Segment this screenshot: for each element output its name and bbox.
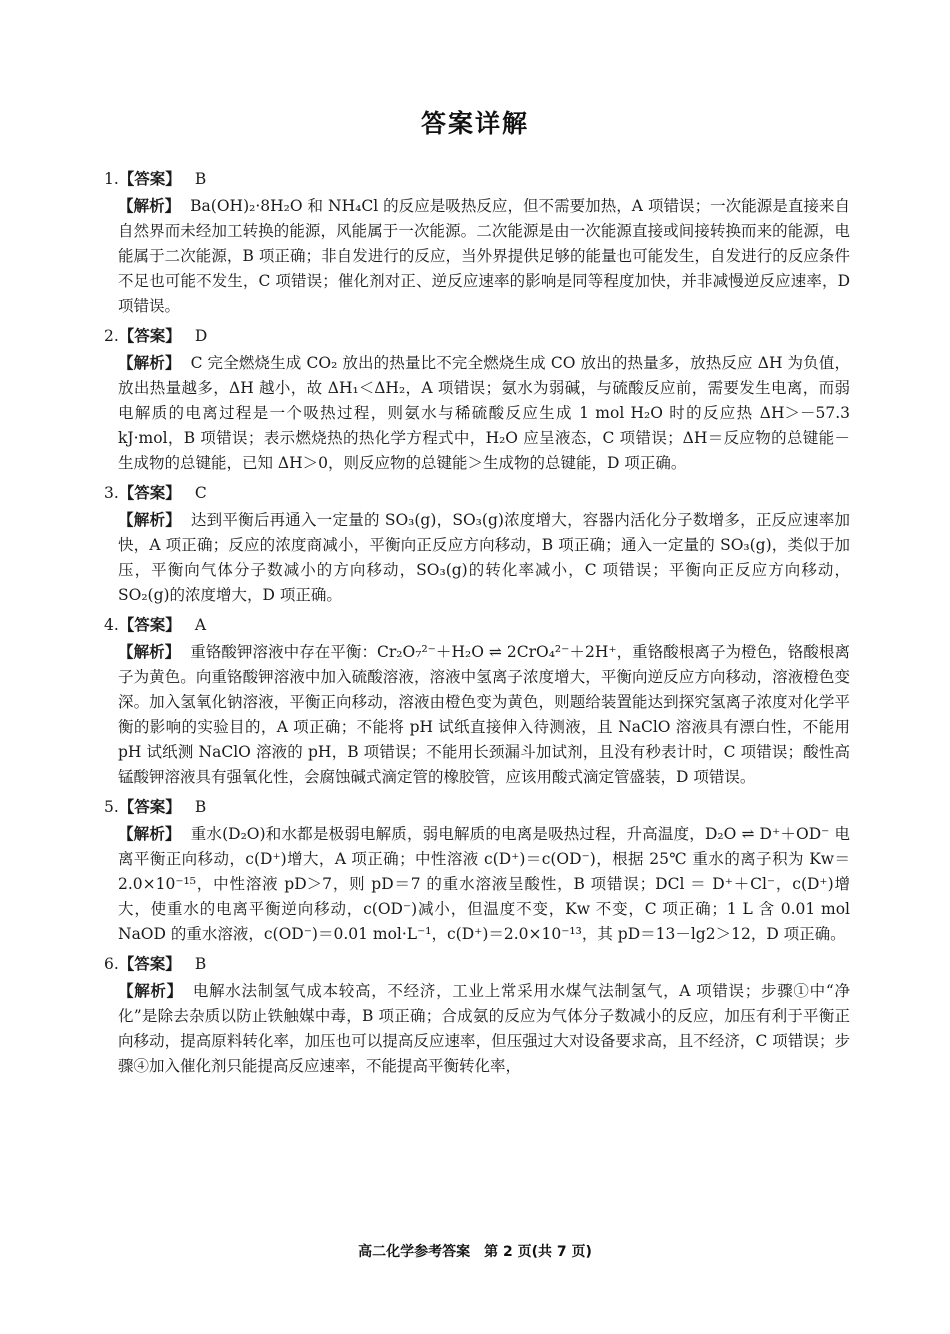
page-title: 答案详解 bbox=[420, 109, 529, 138]
question-number: 6. bbox=[104, 955, 119, 973]
explanation-label: 【解析】 bbox=[118, 982, 183, 1000]
answer-line bbox=[104, 325, 850, 351]
explanation-text: 重铬酸钾溶液中存在平衡：Cr₂O₇²⁻＋H₂O ⇌ 2CrO₄²⁻＋2H⁺，重铬酸根离子为橙色，铬酸根离子为黄色。向重铬酸钾溶液中加入硫酸溶液，溶液中氢离子浓度增大，平衡向逆反应方向移动，溶液橙色变深。加入氢氧化钠溶液，平衡正向移动，溶液由橙色变为黄色，则题给装置能达到探究氢离子浓度对化学平衡的影响的实验目的，A 项正确；不能将 pH 试纸直接伸入待测液，且 NaClO 溶液具有漂白性，不能用 pH 试纸测 NaClO 溶液的 pH，B 项错误；不能用长颈漏斗加试剂，且没有秒表计时，C 项错误；酸性高锰酸钾溶液具有强氧化性，会腐蚀碱式滴定管的橡胶管，应该用酸式滴定管盛装，D 项错误。 bbox=[118, 643, 850, 786]
explanation-label: 【解析】 bbox=[118, 643, 181, 661]
answer-line bbox=[104, 953, 850, 979]
explanation-paragraph bbox=[118, 351, 850, 476]
explanation-text: C 完全燃烧生成 CO₂ 放出的热量比不完全燃烧生成 CO 放出的热量多，放热反应 ΔH 为负值，放出热量越多，ΔH 越小，故 ΔH₁＜ΔH₂，A 项错误；氨水为弱碱，与硫酸反应前，需要发生电离，而弱电解质的电离过程是一个吸热过程，则氨水与稀硫酸反应生成 1 mol H₂O 时的反应热 ΔH＞－57.3 kJ·mol，B 项错误；表示燃烧热的热化学方程式中，H₂O 应呈液态，C 项错误；ΔH＝反应物的总键能－生成物的总键能，已知 ΔH＞0，则反应物的总键能＞生成物的总键能，D 项正确。 bbox=[118, 354, 850, 472]
answer-list bbox=[104, 168, 850, 1085]
answer-line bbox=[104, 614, 850, 640]
explanation-paragraph bbox=[118, 822, 850, 947]
answer-value: C bbox=[194, 484, 207, 502]
answer-label: 【答案】 bbox=[118, 327, 181, 345]
question-number: 4. bbox=[104, 616, 119, 634]
answer-value: B bbox=[194, 955, 207, 973]
explanation-text: 达到平衡后再通入一定量的 SO₃(g)，SO₃(g)浓度增大，容器内活化分子数增多，正反应速率加快，A 项正确；反应的浓度商减小，平衡向正反应方向移动，B 项正确；通入一定量的 SO₃(g)，类似于加压，平衡向气体分子数减小的方向移动，SO₃(g)的转化率减小，C 项错误；平衡向正反应方向移动，SO₂(g)的浓度增大，D 项正确。 bbox=[118, 511, 850, 604]
explanation-paragraph bbox=[118, 508, 850, 608]
answer-value: B bbox=[194, 170, 207, 188]
answer-line bbox=[104, 482, 850, 508]
page-footer: 高二化学参考答案 第 2 页(共 7 页) bbox=[358, 1244, 592, 1260]
question-number: 5. bbox=[104, 798, 119, 816]
explanation-label: 【解析】 bbox=[118, 825, 181, 843]
explanation-paragraph bbox=[118, 640, 850, 790]
question-number: 1. bbox=[104, 170, 119, 188]
explanation-paragraph bbox=[118, 979, 850, 1079]
question-number: 3. bbox=[104, 484, 119, 502]
answer-value: B bbox=[194, 798, 207, 816]
answer-line bbox=[104, 796, 850, 822]
question-number: 2. bbox=[104, 327, 119, 345]
explanation-text: Ba(OH)₂·8H₂O 和 NH₄Cl 的反应是吸热反应，但不需要加热，A 项错误；一次能源是直接来自自然界而未经加工转换的能源，风能属于一次能源。二次能源是由一次能源直接或间接转换而来的能源，电能属于二次能源，B 项正确；非自发进行的反应，当外界提供足够的能量也可能发生，自发进行的反应条件不足也可能不发生，C 项错误；催化剂对正、逆反应速率的影响是同等程度加快，并非减慢逆反应速率，D 项错误。 bbox=[118, 197, 850, 315]
answer-line bbox=[104, 168, 850, 194]
explanation-paragraph bbox=[118, 194, 850, 319]
explanation-label: 【解析】 bbox=[118, 511, 181, 529]
answer-label: 【答案】 bbox=[118, 484, 181, 502]
explanation-label: 【解析】 bbox=[118, 354, 181, 372]
explanation-text: 电解水法制氢气成本较高，不经济，工业上常采用水煤气法制氢气，A 项错误；步骤①中“净化”是除去杂质以防止铁触媒中毒，B 项正确；合成氨的反应为气体分子数减小的反应，加压有利于平衡正向移动，提高原料转化率，加压也可以提高反应速率，但压强过大对设备要求高，且不经济，C 项错误；步骤④加入催化剂只能提高反应速率，不能提高平衡转化率， bbox=[118, 982, 850, 1075]
answer-value: D bbox=[194, 327, 208, 345]
answer-label: 【答案】 bbox=[118, 616, 181, 634]
answer-value: A bbox=[194, 616, 207, 634]
explanation-label: 【解析】 bbox=[118, 197, 181, 215]
answer-label: 【答案】 bbox=[118, 798, 181, 816]
answer-label: 【答案】 bbox=[118, 955, 181, 973]
explanation-text: 重水(D₂O)和水都是极弱电解质，弱电解质的电离是吸热过程，升高温度，D₂O ⇌ D⁺＋OD⁻ 电离平衡正向移动，c(D⁺)增大，A 项正确；中性溶液 c(D⁺)＝c(OD⁻)，根据 25℃ 重水的离子积为 Kw＝2.0×10⁻¹⁵，中性溶液 pD＞7，则 pD＝7 的重水溶液呈酸性，B 项错误；DCl ＝ D⁺＋Cl⁻，c(D⁺)增大，使重水的电离平衡逆向移动，c(OD⁻)减小，但温度不变，Kw 不变，C 项正确；1 L 含 0.01 mol NaOD 的重水溶液，c(OD⁻)＝0.01 mol·L⁻¹，c(D⁺)＝2.0×10⁻¹³，其 pD＝13－lg2＞12，D 项正确。 bbox=[118, 825, 850, 943]
answer-label: 【答案】 bbox=[118, 170, 181, 188]
